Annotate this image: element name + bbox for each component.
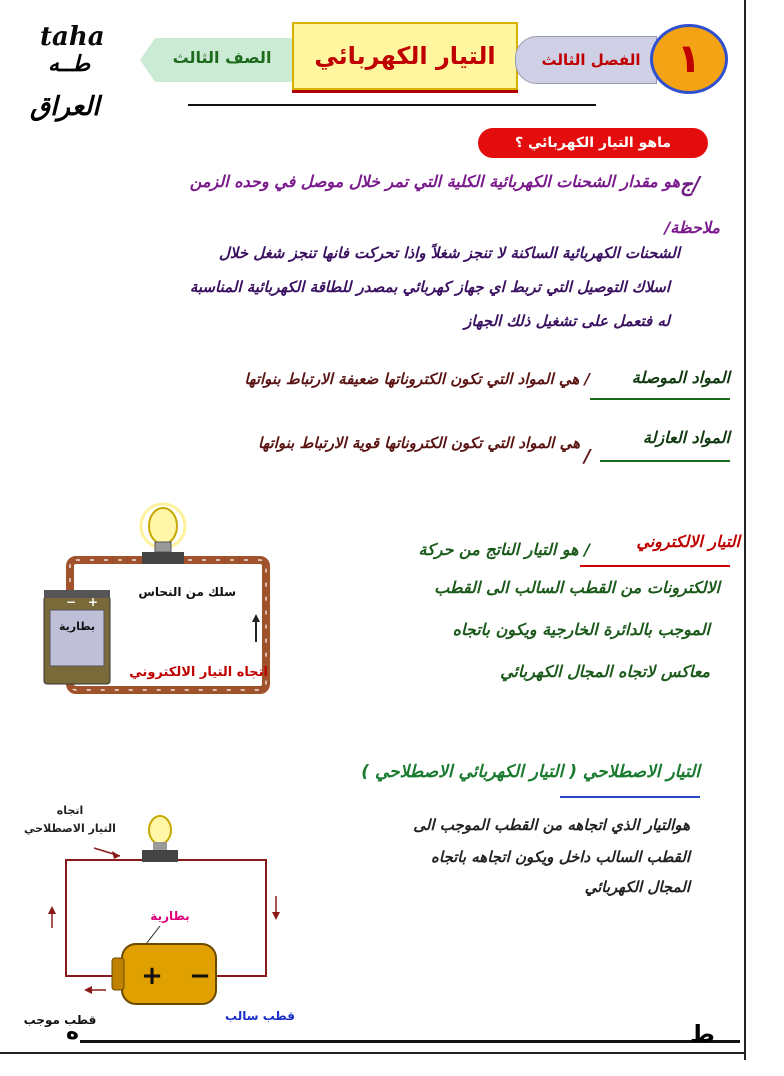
insulators-slash: / xyxy=(584,446,591,467)
page-border-right xyxy=(744,0,746,1060)
chapter-badge xyxy=(515,36,657,84)
note-line: له فتعمل على تشغيل ذلك الجهاز xyxy=(464,312,670,330)
insulators-definition: هي المواد التي تكون الكتروناتها قوية الارتباط بنواتها xyxy=(258,434,580,452)
grade-ribbon xyxy=(140,38,292,82)
conventional-direction-label-2: التيار الاصطلاحي xyxy=(24,822,116,835)
battery-plus-icon: + xyxy=(88,595,99,609)
bulb-icon xyxy=(142,816,178,862)
negative-pole-label: قطب سالب xyxy=(225,1009,295,1023)
brand-latin: taha xyxy=(40,22,105,52)
conductors-term-underline xyxy=(590,398,730,400)
insulators-term-underline xyxy=(600,460,730,462)
note-line: اسلاك التوصيل التي تربط اي جهاز كهربائي بمصدر للطاقة الكهربائية المناسبة xyxy=(189,278,670,296)
conventional-current-line: هوالتيار الذي اتجاهه من القطب الموجب الى xyxy=(413,816,690,834)
bulb-icon xyxy=(141,504,185,564)
electronic-current-line: الالكترونات من القطب السالب الى القطب xyxy=(434,578,720,597)
electronic-current-title: التيار الالكتروني xyxy=(636,532,740,551)
footer-right-glyph: ط xyxy=(690,1020,715,1048)
conductors-definition: / هي المواد التي تكون الكتروناتها ضعيفة الارتباط بنواتها xyxy=(244,370,590,388)
battery-label: بطارية xyxy=(150,909,190,923)
footer-left-glyph: ه xyxy=(66,1020,79,1045)
conventional-direction-label-1: اتجاه xyxy=(56,804,84,817)
positive-pole-label: قطب موجب xyxy=(23,1013,97,1027)
conventional-current-title: التيار الاصطلاحي ( التيار الكهربائي الاصطلاحي ) xyxy=(361,762,700,782)
electronic-direction-label: اتجاه التيار الالكتروني xyxy=(129,665,268,680)
insulators-term: المواد العازلة xyxy=(642,428,730,447)
brand-arabic: طــه xyxy=(48,52,91,77)
page-title xyxy=(292,22,518,90)
chapter-label: الفصل الثالث xyxy=(541,51,641,69)
answer-marker: ج/ xyxy=(680,172,701,196)
footer-rule xyxy=(80,1040,740,1043)
page-border-bottom xyxy=(0,1052,746,1054)
electronic-current-line: / هو التيار الناتج من حركة xyxy=(418,540,590,559)
conventional-current-line: القطب السالب داخل ويكون اتجاهه باتجاه xyxy=(431,848,690,866)
battery-label: بطارية xyxy=(58,620,96,633)
conventional-current-line: المجال الكهربائي xyxy=(584,878,690,896)
note-line: الشحنات الكهربائية الساكنة لا تنجز شغلاً واذا تحركت فانها تنجز شغل خلال xyxy=(218,244,680,262)
electronic-current-line: الموجب بالدائرة الخارجية ويكون باتجاه xyxy=(452,620,710,639)
conventional-current-underline xyxy=(560,796,700,798)
electronic-circuit-diagram xyxy=(36,500,286,710)
note-title: ملاحظة/ xyxy=(664,218,720,237)
conductors-term: المواد الموصلة xyxy=(631,368,730,387)
header-rule xyxy=(188,104,596,106)
chapter-number: ١ xyxy=(650,24,728,94)
battery-icon xyxy=(112,944,216,1004)
question-banner xyxy=(478,128,708,158)
electronic-current-underline xyxy=(580,565,730,567)
battery-minus-icon: − xyxy=(66,595,77,609)
wire-label: سلك من النحاس xyxy=(138,585,236,599)
minus-icon: − xyxy=(189,961,211,991)
answer-text: هو مقدار الشحنات الكهربائية الكلية التي تمر خلال موصل في وحده الزمن xyxy=(189,172,680,191)
page-title-text: التيار الكهربائي xyxy=(314,42,496,70)
brand-country: العراق xyxy=(30,92,100,122)
electronic-current-line: معاكس لاتجاه المجال الكهربائي xyxy=(500,662,710,681)
battery-icon xyxy=(44,590,110,684)
grade-label: الصف الثالث xyxy=(172,48,272,67)
plus-icon: + xyxy=(141,961,163,991)
question-text: ماهو التيار الكهربائي ؟ xyxy=(514,135,672,151)
conventional-circuit-diagram xyxy=(10,798,300,1032)
